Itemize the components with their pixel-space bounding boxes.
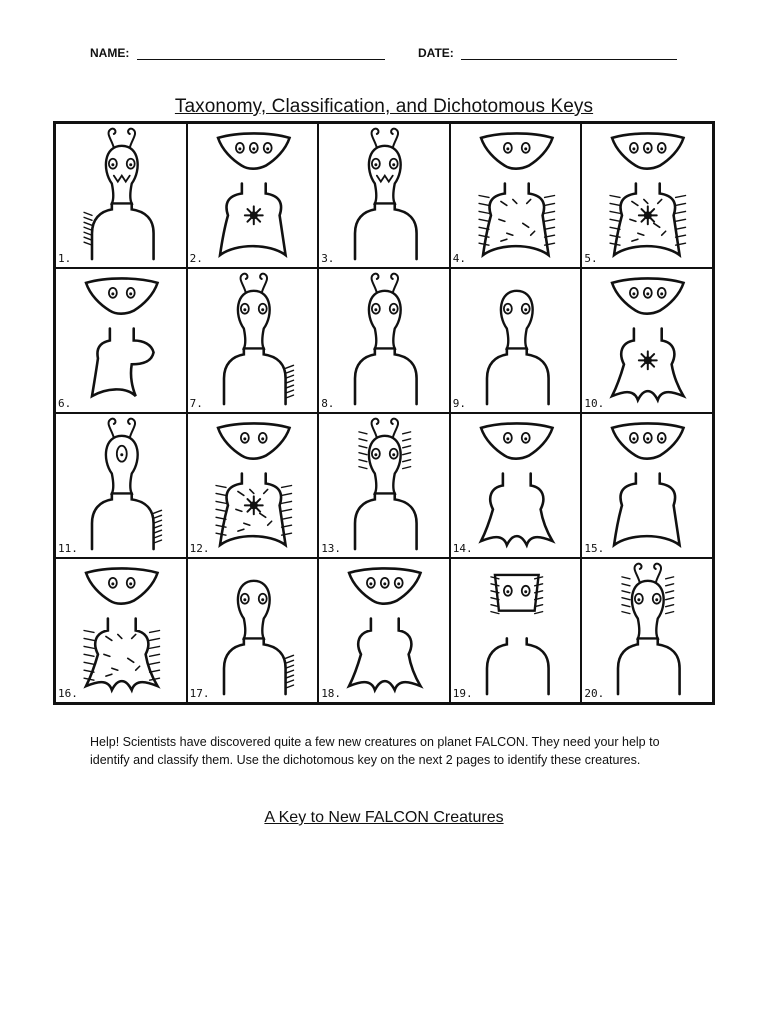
name-label: NAME: [90,46,130,60]
creature-drawing [451,559,581,702]
creature-cell [319,414,449,557]
creature-drawing [188,269,318,412]
creature-number: 16. [58,687,78,700]
creature-drawing [582,269,712,412]
creature-drawing [56,124,186,267]
creature-drawing [451,269,581,412]
key-title: A Key to New FALCON Creatures [264,809,504,826]
date-label: DATE: [418,46,454,60]
creature-cell [319,124,449,267]
creature-drawing [188,414,318,557]
creature-cell [188,414,318,557]
creature-cell [319,269,449,412]
creature-cell [451,559,581,702]
creature-cell [188,559,318,702]
creature-number: 18. [321,687,342,700]
creature-drawing [582,559,712,702]
creature-drawing [56,414,186,557]
creature-number: 8. [321,397,335,410]
creature-cell [319,559,449,702]
creature-cell [188,269,318,412]
creature-number: 17. [189,687,210,700]
creature-number: 19. [452,687,473,700]
creature-drawing [188,559,318,702]
name-blank[interactable] [137,46,385,60]
creature-drawing [319,559,449,702]
creature-number: 6. [58,397,72,410]
creature-cell [582,269,712,412]
creature-cell [56,414,186,557]
creature-cell [56,559,186,702]
creature-drawing [188,124,318,267]
creature-cell [451,124,581,267]
creature-number: 10. [584,397,605,410]
creature-cell [56,124,186,267]
name-field[interactable] [90,46,385,60]
creature-cell [188,124,318,267]
creature-drawing [56,269,186,412]
creature-cell [582,559,712,702]
creature-number: 13. [321,542,342,555]
creature-cell [582,124,712,267]
creature-cell [56,269,186,412]
creature-number: 2. [189,252,203,265]
creature-drawing [582,124,712,267]
creature-number: 20. [584,687,605,700]
creature-drawing [319,269,449,412]
creature-drawing [582,414,712,557]
creature-number: 5. [584,252,598,265]
intro-paragraph: Help! Scientists have discovered quite a few new creatures on planet FALCON. They need your help to identify and classify them. Use the dichotomous key on the next 2 pages to identify these creatures. [90,735,660,767]
creature-drawing [319,414,449,557]
creature-drawing [451,414,581,557]
creature-number: 4. [452,252,467,265]
creature-number: 11. [58,542,78,555]
creature-drawing [56,559,186,702]
page-title: Taxonomy, Classification, and Dichotomous Keys [174,96,594,117]
creature-grid [53,121,715,705]
date-blank[interactable] [461,46,677,60]
creature-number: 1. [58,252,72,265]
creature-drawing [451,124,581,267]
creature-cell [582,414,712,557]
creature-drawing [319,124,449,267]
creature-cell [451,269,581,412]
creature-cell [451,414,581,557]
creature-number: 9. [452,397,467,410]
creature-number: 14. [452,542,473,555]
creature-number: 12. [189,542,210,555]
creature-number: 15. [584,542,605,555]
creature-number: 7. [189,397,203,410]
creature-number: 3. [321,252,335,265]
date-field[interactable] [418,46,677,60]
